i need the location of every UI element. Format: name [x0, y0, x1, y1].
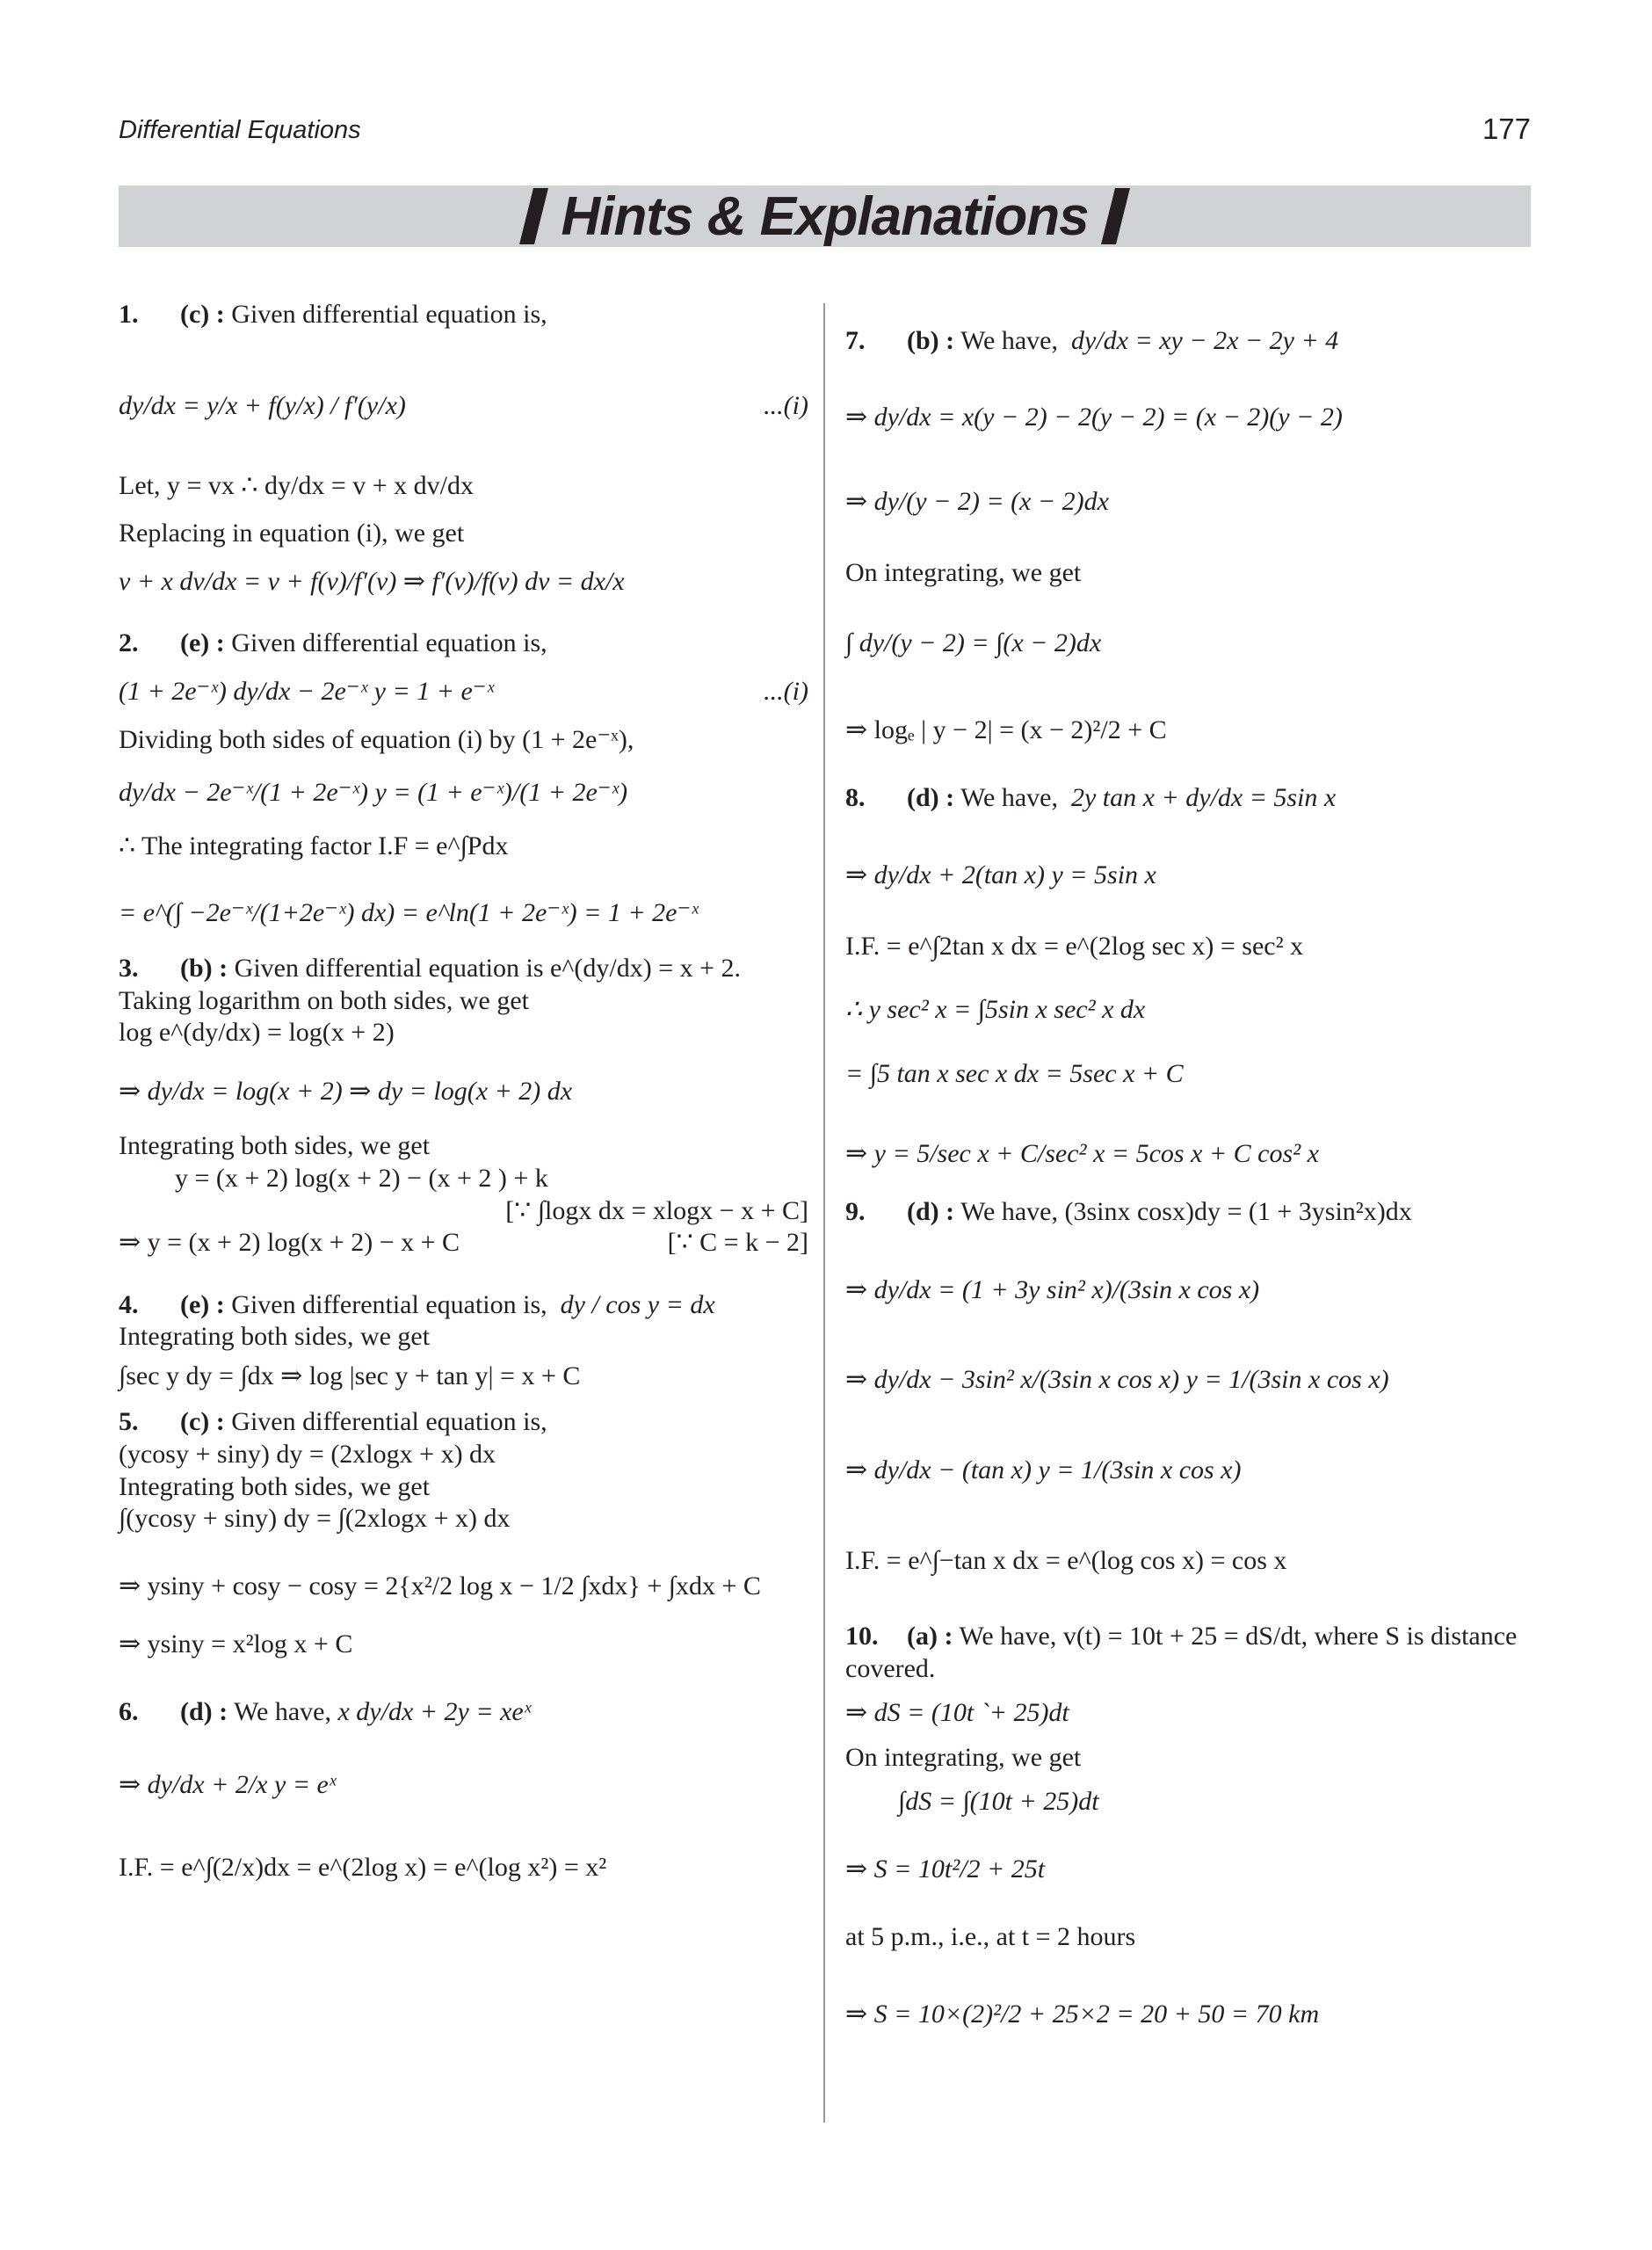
answer-option: (d) : — [180, 1697, 228, 1727]
equation-number: ...(i) — [764, 390, 808, 420]
answer-option: (d) : — [907, 1197, 955, 1227]
answer-option: (b) : — [907, 326, 955, 355]
equation: ⇒ ysiny = x²log x + C — [119, 1629, 353, 1659]
solution-number: 9. — [845, 1197, 866, 1227]
equation: dy/dx = xy − 2x − 2y + 4 — [1070, 326, 1339, 355]
solution-8 — [845, 782, 1540, 1171]
equation: ⇒ dy/dx = (1 + 3y sin² x)/(3sin x cos x) — [845, 1274, 1260, 1304]
solution-intro: Given differential equation is, — [231, 300, 547, 329]
equation: ∫ dy/(y − 2) = ∫(x − 2)dx — [845, 628, 1102, 658]
text-line: Replacing in equation (i), we get — [119, 519, 465, 548]
solution-10 — [845, 1621, 1540, 2031]
integrating-factor-line: I.F. = e^∫2tan x dx = e^(2log sec x) = sec² x — [845, 931, 1304, 961]
equation: ∫dS = ∫(10t + 25)dt — [898, 1787, 1099, 1817]
solution-1 — [119, 299, 808, 598]
solution-intro: We have, v(t) = 10t + 25 = dS/dt, where S is distance — [959, 1622, 1518, 1651]
equation: ⇒ dy/dx − (tan x) y = 1/(3sin x cos x) — [845, 1455, 1242, 1484]
page-number: 177 — [1482, 112, 1531, 145]
solution-number: 6. — [119, 1697, 139, 1727]
integrating-factor-line: I.F. = e^∫(2/x)dx = e^(2log x) = e^(log x²) = x² — [119, 1853, 607, 1883]
solution-intro: We have, — [960, 326, 1058, 355]
text-line: On integrating, we get — [845, 557, 1082, 587]
text-line: Taking logarithm on both sides, we get — [119, 985, 529, 1015]
solution-number: 8. — [845, 782, 866, 812]
text-line: Integrating both sides, we get — [119, 1471, 431, 1501]
solution-intro: Given differential equation is e^(dy/dx) = x + 2. — [234, 953, 742, 983]
equation: ⇒ logₑ | y − 2| = (x − 2)²/2 + C — [845, 715, 1167, 744]
equation: v + x dv/dx = v + f(v)/f′(v) ⇒ f′(v)/f(v) dv = dx/x — [119, 566, 625, 596]
banner-slash-right — [1101, 188, 1130, 244]
hint-note: [∵ ∫logx dx = xlogx − x + C] — [505, 1195, 808, 1225]
solution-6 — [119, 1696, 808, 1884]
solution-number: 10. — [845, 1622, 879, 1651]
equation: ⇒ dy/(y − 2) = (x − 2)dx — [845, 487, 1109, 517]
solution-number: 1. — [119, 300, 139, 329]
equation: (ycosy + siny) dy = (2xlogx + x) dx — [119, 1440, 496, 1470]
solution-5 — [119, 1406, 808, 1661]
substitution-line: Let, y = vx ∴ dy/dx = v + x dv/dx — [119, 470, 474, 500]
solution-number: 3. — [119, 953, 139, 983]
equation: ⇒ S = 10×(2)²/2 + 25×2 = 20 + 50 = 70 km — [845, 2000, 1320, 2029]
running-header-chapter: Differential Equations — [119, 116, 361, 144]
left-column — [119, 299, 808, 1884]
solution-7 — [845, 325, 1540, 747]
solution-intro: We have, — [234, 1697, 331, 1727]
text-line: On integrating, we get — [845, 1742, 1082, 1772]
equation: ⇒ y = 5/sec x + C/sec² x = 5cos x + C cos² x — [845, 1138, 1319, 1168]
answer-option: (e) : — [180, 628, 225, 658]
equation-number: ...(i) — [764, 676, 808, 706]
solution-intro: Given differential equation is, — [231, 628, 547, 658]
equation: ∫sec y dy = ∫dx ⇒ log |sec y + tan y| = x + C — [119, 1361, 581, 1390]
equation: ⇒ dy/dx − 3sin² x/(3sin x cos x) y = 1/(3sin x cos x) — [845, 1365, 1389, 1395]
equation: ⇒ dy/dx = x(y − 2) − 2(y − 2) = (x − 2)(y − 2) — [845, 402, 1343, 432]
integrating-factor-line: I.F. = e^∫−tan x dx = e^(log cos x) = cos x — [845, 1545, 1287, 1575]
answer-option: (a) : — [907, 1622, 953, 1651]
answer-option: (d) : — [907, 782, 955, 812]
answer-option: (b) : — [180, 953, 228, 983]
right-column — [845, 299, 1540, 2031]
equation: dy/dx = y/x + f(y/x) / f′(y/x) — [119, 390, 406, 420]
solution-intro: Given differential equation is, — [231, 1407, 547, 1437]
column-divider — [823, 303, 825, 2123]
equation: ⇒ dy/dx = log(x + 2) ⇒ dy = log(x + 2) dx — [119, 1076, 573, 1106]
banner-title: Hints & Explanations — [561, 185, 1089, 247]
equation: ⇒ dy/dx + 2(tan x) y = 5sin x — [845, 860, 1156, 890]
equation: = ∫5 tan x sec x dx = 5sec x + C — [845, 1058, 1184, 1088]
hint-note: [∵ C = k − 2] — [667, 1228, 808, 1258]
section-banner — [119, 185, 1531, 247]
solution-intro: We have, (3sinx cosx)dy = (1 + 3ysin²x)dx — [960, 1197, 1412, 1227]
equation: log e^(dy/dx) = log(x + 2) — [119, 1018, 395, 1048]
equation: ⇒ S = 10t²/2 + 25t — [845, 1854, 1046, 1884]
text-line: covered. — [845, 1653, 936, 1683]
equation: ⇒ dS = (10t `+ 25)dt — [845, 1698, 1069, 1728]
solution-2 — [119, 628, 808, 930]
solution-4 — [119, 1289, 808, 1393]
solution-number: 2. — [119, 628, 139, 658]
equation: y = (x + 2) log(x + 2) − (x + 2 ) + k — [175, 1163, 548, 1193]
solution-number: 5. — [119, 1407, 139, 1437]
text-line: Dividing both sides of equation (i) by (1 + 2e⁻ˣ), — [119, 724, 634, 754]
equation: = e^(∫ −2e⁻ˣ/(1+2e⁻ˣ) dx) = e^ln(1 + 2e⁻ˣ) = 1 + 2e⁻ˣ — [119, 898, 699, 928]
equation: dy / cos y = dx — [560, 1289, 715, 1319]
text-line: Integrating both sides, we get — [119, 1131, 431, 1161]
equation: x dy/dx + 2y = xeˣ — [337, 1697, 532, 1727]
equation: ∴ y sec² x = ∫5sin x sec² x dx — [845, 995, 1146, 1025]
answer-option: (e) : — [180, 1289, 225, 1319]
integrating-factor-line: ∴ The integrating factor I.F = e^∫Pdx — [119, 831, 509, 860]
solution-9 — [845, 1196, 1540, 1577]
answer-option: (c) : — [180, 300, 225, 329]
text-line: at 5 p.m., i.e., at t = 2 hours — [845, 1921, 1136, 1951]
solution-intro: We have, — [960, 782, 1058, 812]
equation: dy/dx − 2e⁻ˣ/(1 + 2e⁻ˣ) y = (1 + e⁻ˣ)/(1 + 2e⁻ˣ) — [119, 778, 628, 808]
solution-number: 7. — [845, 326, 866, 355]
equation: ⇒ y = (x + 2) log(x + 2) − x + C — [119, 1228, 460, 1258]
equation: 2y tan x + dy/dx = 5sin x — [1070, 782, 1337, 812]
equation: ∫(ycosy + siny) dy = ∫(2xlogx + x) dx — [119, 1504, 511, 1534]
solution-3 — [119, 953, 808, 1259]
answer-option: (c) : — [180, 1407, 225, 1437]
equation: (1 + 2e⁻ˣ) dy/dx − 2e⁻ˣ y = 1 + e⁻ˣ — [119, 676, 495, 706]
banner-slash-left — [519, 188, 548, 244]
text-line: Integrating both sides, we get — [119, 1322, 431, 1352]
equation: ⇒ dy/dx + 2/x y = eˣ — [119, 1769, 337, 1799]
solution-number: 4. — [119, 1289, 139, 1319]
solution-intro: Given differential equation is, — [231, 1289, 547, 1319]
equation: ⇒ ysiny + cosy − cosy = 2{x²/2 log x − 1/2 ∫xdx} + ∫xdx + C — [119, 1571, 761, 1600]
